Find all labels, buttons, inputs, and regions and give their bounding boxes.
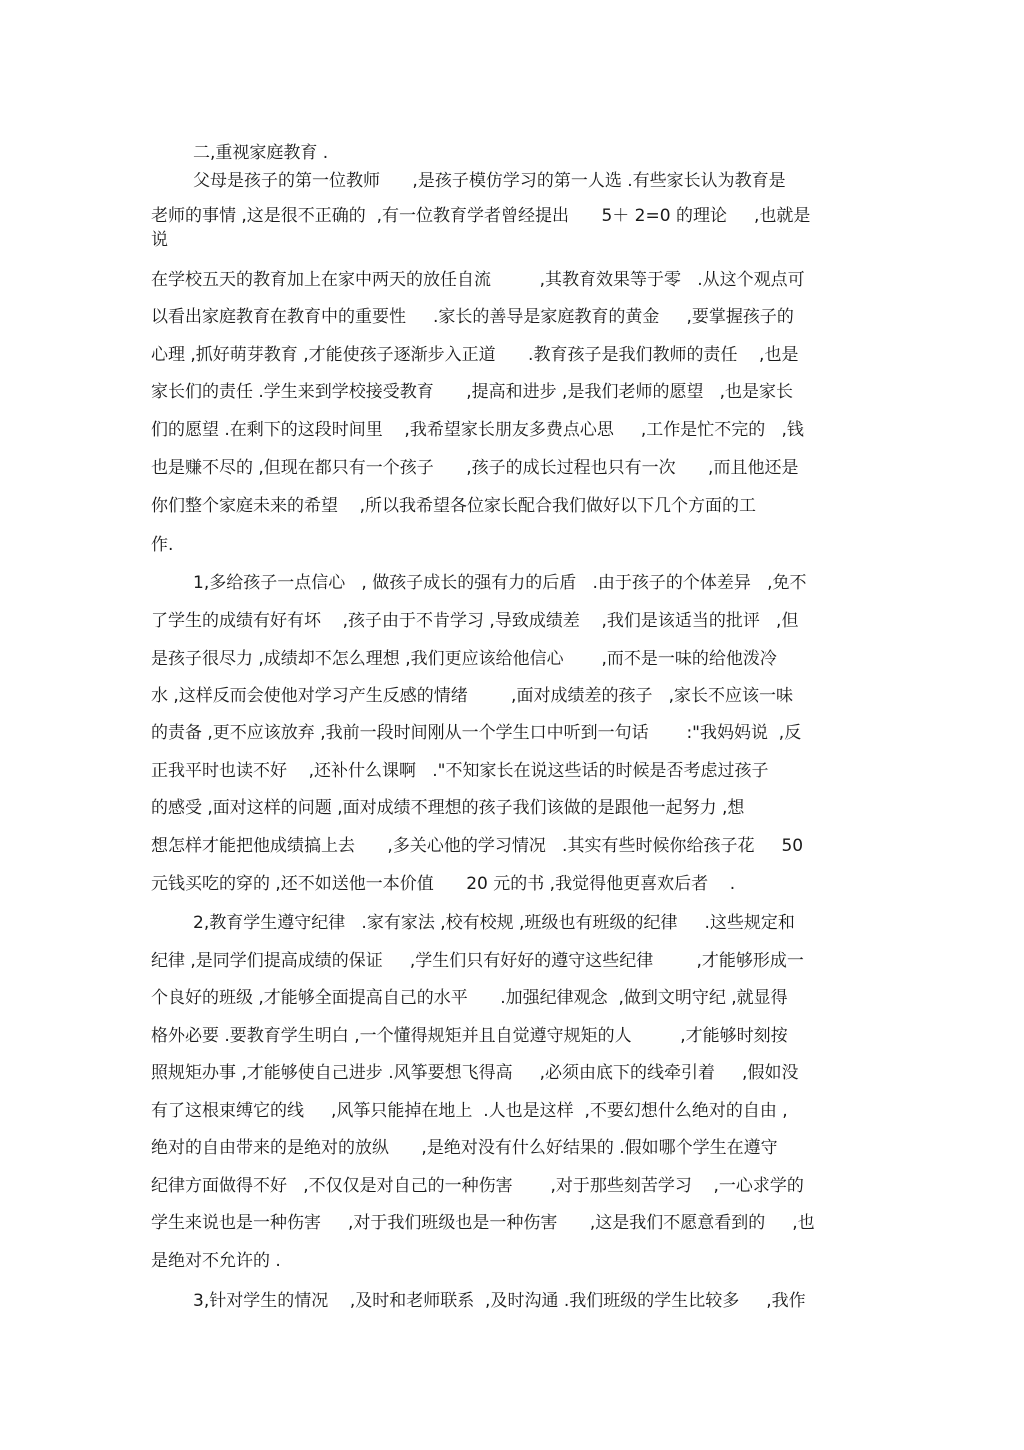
text-line: 纪律 ,是同学们提高成绩的保证 ,学生们只有好好的遵守这些纪律 ,才能够形成一 [151, 951, 804, 971]
text-line: 以看出家庭教育在教育中的重要性 .家长的善导是家庭教育的黄金 ,要掌握孩子的 [151, 307, 794, 327]
text-line: 水 ,这样反而会使他对学习产生反感的情绪 ,面对成绩差的孩子 ,家长不应该一味 [151, 686, 794, 706]
text-line: 3,针对学生的情况 ,及时和老师联系 ,及时沟通 .我们班级的学生比较多 ,我作 [193, 1291, 806, 1311]
text-line: 二,重视家庭教育 . [193, 143, 329, 163]
text-line: 也是赚不尽的 ,但现在都只有一个孩子 ,孩子的成长过程也只有一次 ,而且他还是 [151, 458, 799, 478]
text-line: 绝对的自由带来的是绝对的放纵 ,是绝对没有什么好结果的 .假如哪个学生在遵守 [151, 1138, 778, 1158]
text-line: 元钱买吃的穿的 ,还不如送他一本价值 20 元的书 ,我觉得他更喜欢后者 . [151, 874, 736, 894]
text-line: 是孩子很尽力 ,成绩却不怎么理想 ,我们更应该给他信心 ,而不是一味的给他泼冷 [151, 649, 777, 669]
text-line: 的感受 ,面对这样的问题 ,面对成绩不理想的孩子我们该做的是跟他一起努力 ,想 [151, 798, 745, 818]
text-line: 了学生的成绩有好有坏 ,孩子由于不肯学习 ,导致成绩差 ,我们是该适当的批评 ,但 [151, 611, 799, 631]
text-line: 们的愿望 .在剩下的这段时间里 ,我希望家长朋友多费点心思 ,工作是忙不完的 ,钱 [151, 420, 804, 440]
text-line: 2,教育学生遵守纪律 .家有家法 ,校有校规 ,班级也有班级的纪律 .这些规定和 [193, 913, 795, 933]
text-line: 个良好的班级 ,才能够全面提高自己的水平 .加强纪律观念 ,做到文明守纪 ,就显得 [151, 988, 788, 1008]
text-line: 有了这根束缚它的线 ,风筝只能掉在地上 .人也是这样 ,不要幻想什么绝对的自由 , [151, 1101, 788, 1121]
text-line: 家长们的责任 .学生来到学校接受教育 ,提高和进步 ,是我们老师的愿望 ,也是家长 [151, 382, 794, 402]
text-line: 正我平时也读不好 ,还补什么课啊 ."不知家长在说这些话的时候是否考虑过孩子 [151, 761, 769, 781]
text-line: 作. [151, 535, 174, 555]
text-line: 老师的事情 ,这是很不正确的 ,有一位教育学者曾经提出 5＋ 2=0 的理论 ,也就是 [151, 206, 811, 226]
text-line: 想怎样才能把他成绩搞上去 ,多关心他的学习情况 .其实有些时候你给孩子花 50 [151, 836, 804, 856]
text-line: 照规矩办事 ,才能够使自己进步 .风筝要想飞得高 ,必须由底下的线牵引着 ,假如没 [151, 1063, 799, 1083]
text-line: 格外必要 .要教育学生明白 ,一个懂得规矩并且自觉遵守规矩的人 ,才能够时刻按 [151, 1026, 788, 1046]
text-line: 父母是孩子的第一位教师 ,是孩子模仿学习的第一人选 .有些家长认为教育是 [193, 171, 786, 191]
text-line: 纪律方面做得不好 ,不仅仅是对自己的一种伤害 ,对于那些刻苦学习 ,一心求学的 [151, 1176, 804, 1196]
text-line: 的责备 ,更不应该放弃 ,我前一段时间刚从一个学生口中听到一句话 :"我妈妈说 ,反 [151, 723, 802, 743]
text-line: 在学校五天的教育加上在家中两天的放任自流 ,其教育效果等于零 .从这个观点可 [151, 270, 805, 290]
text-line: 说 [151, 230, 168, 250]
text-line: 是绝对不允许的 . [151, 1251, 281, 1271]
text-line: 心理 ,抓好萌芽教育 ,才能使孩子逐渐步入正道 .教育孩子是我们教师的责任 ,也是 [151, 345, 799, 365]
text-line: 1,多给孩子一点信心 , 做孩子成长的强有力的后盾 .由于孩子的个体差异 ,免不 [193, 573, 807, 593]
text-line: 你们整个家庭未来的希望 ,所以我希望各位家长配合我们做好以下几个方面的工 [151, 496, 757, 516]
text-line: 学生来说也是一种伤害 ,对于我们班级也是一种伤害 ,这是我们不愿意看到的 ,也 [151, 1213, 815, 1233]
